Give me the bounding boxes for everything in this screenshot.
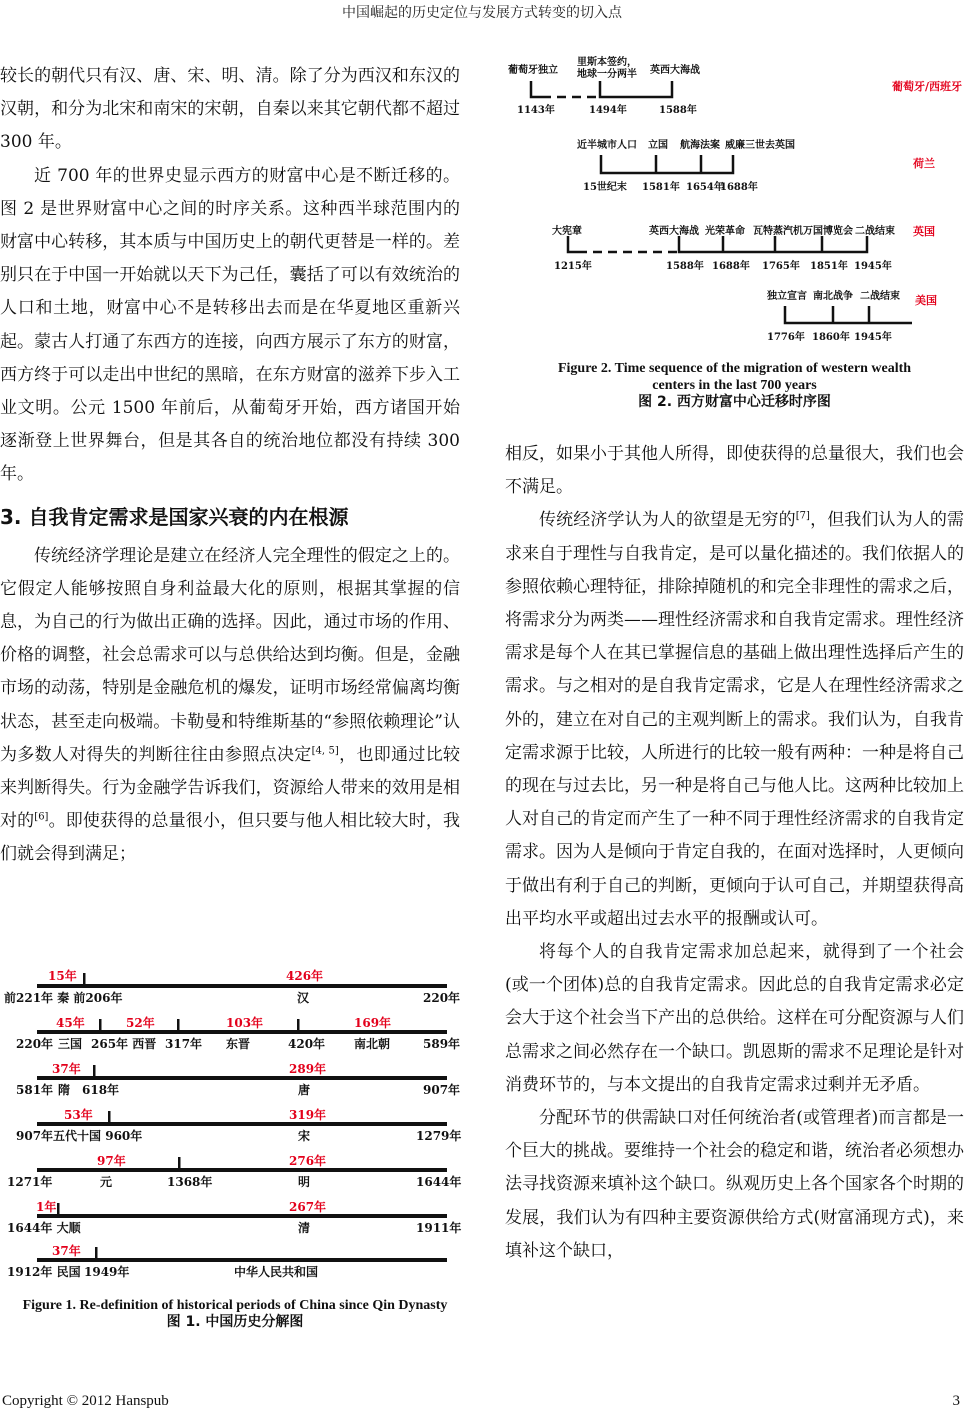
caption-zh: 图 2. 西方财富中心迁移时序图: [638, 394, 831, 410]
tick: [99, 1019, 102, 1032]
tick: [95, 1247, 98, 1260]
text-run: 。即使获得的总量很小，但只要与他人相比较大时，我们就会得到满足；: [0, 811, 461, 865]
paragraph: 较长的朝代只有汉、唐、宋、明、清。除了分为西汉和东汉的汉朝，和分为北宋和南宋的宋朝，自秦以来其它朝代都不超过 300 年。: [0, 66, 460, 153]
figure-1-caption: [20, 1297, 450, 1331]
footer-copyright: Copyright © 2012 Hanspub: [2, 1393, 169, 1409]
period-label: 东晋: [226, 1037, 251, 1051]
country-label: 荷兰: [913, 157, 935, 170]
caption-en: centers in the last 700 years: [652, 378, 817, 393]
period-label: 隋: [58, 1083, 71, 1097]
period-label: 1912年 民国: [7, 1265, 81, 1279]
period-label: 618年: [82, 1083, 120, 1097]
duration-label: 1年: [36, 1200, 57, 1214]
timeline-segment: [600, 81, 672, 97]
year-label: 1945年: [854, 332, 892, 343]
event-label: 光荣革命: [705, 226, 745, 237]
tick: [177, 1019, 180, 1032]
duration-label: 276年: [289, 1154, 327, 1168]
duration-label: 97年: [97, 1154, 126, 1168]
period-label: 唐: [298, 1083, 311, 1097]
duration-label: 103年: [226, 1016, 264, 1030]
tick: [83, 973, 86, 986]
paragraph: 将每个人的自我肯定需求加总起来，就得到了一个社会(或一个团体)总的自我肯定需求。因此总的自我肯定需求必定会大于这个社会当下产出的总供给。这样在可分配资源与人们总需求之间必然存在一个缺口。凯恩斯的需求不足理论是针对消费环节的，与本文提出的自我肯定需求过剩并无矛盾。: [505, 942, 964, 1095]
timeline-bar: [37, 1214, 447, 1218]
year-label: 1215年: [554, 261, 592, 272]
duration-label: 267年: [289, 1200, 327, 1214]
period-label: 1911年: [416, 1221, 462, 1235]
period-label: 1271年: [7, 1175, 53, 1189]
country-label: 美国: [915, 294, 937, 307]
timeline-bar: [37, 1030, 447, 1034]
text-run: ，也即通过比较来判断得失。行为金融学告诉我们，资源给人带来的效用是相对的: [0, 744, 461, 832]
country-label: 葡萄牙/西班牙: [892, 80, 963, 93]
year-label: 1588年: [666, 261, 704, 272]
tick: [297, 1019, 300, 1032]
duration-label: 15年: [48, 969, 77, 983]
event-label: 里斯本签约，: [577, 57, 637, 68]
period-label: 宋: [298, 1129, 311, 1143]
year-label: 1776年: [767, 332, 805, 343]
citation[interactable]: [4, 5]: [311, 745, 339, 757]
duration-label: 169年: [354, 1016, 392, 1030]
timeline-segment: [568, 236, 578, 252]
duration-label: 52年: [126, 1016, 155, 1030]
timeline-bar: [37, 1122, 447, 1126]
paragraph: 近 700 年的世界史显示西方的财富中心是不断迁移的。图 2 是世界财富中心之间的时序关系。这种西半球范围内的财富中心转移，其本质与中国历史上的朝代更替是一样的。差别只在于中国一开始就以天下为己任，囊括了可以有效统治的人口和土地，财富中心不是转移出去而是在华夏地区重新兴起。蒙古人打通了东西方的连接，向西方展示了东方的财富，西方终于可以走出中世纪的黑暗，在东方财富的滋养下步入工业文明。公元 1500 年前后，从葡萄牙开始，西方诸国开始逐渐登上世界舞台，但是其各自的统治地位都没有持续 300 年。: [0, 165, 460, 485]
year-label: 1494年: [589, 105, 627, 116]
period-label: 1368年: [167, 1175, 213, 1189]
year-label: 1765年: [762, 261, 800, 272]
duration-label: 45年: [56, 1016, 85, 1030]
period-label: 317年: [165, 1037, 203, 1051]
event-label: 万国博览会: [803, 226, 853, 237]
year-label: 1851年: [810, 261, 848, 272]
paragraph: [505, 504, 964, 936]
period-label: 元: [100, 1175, 113, 1189]
duration-label: 289年: [289, 1062, 327, 1076]
timeline-bar: [37, 1168, 447, 1172]
timeline-segment: [679, 236, 867, 252]
event-label: 瓦特蒸汽机: [753, 226, 803, 237]
period-label: 南北朝: [354, 1037, 391, 1051]
text-run: 传统经济学认为人的欲望是无穷的: [539, 510, 796, 531]
figure-2-caption: [505, 360, 964, 411]
timeline-segment: [601, 155, 733, 173]
period-label: 明: [298, 1175, 311, 1189]
period-label: 中华人民共和国: [234, 1265, 319, 1279]
period-label: 三国: [58, 1037, 83, 1051]
event-label: 南北战争: [813, 291, 853, 302]
section-heading: 3. 自我肯定需求是国家兴衰的内在根源: [0, 504, 349, 529]
citation[interactable]: [7]: [795, 510, 810, 522]
duration-label: 426年: [286, 969, 324, 983]
running-header: 中国崛起的历史定位与发展方式转变的切入点: [342, 5, 622, 21]
period-label: 1279年: [416, 1129, 462, 1143]
period-label: 1644年: [416, 1175, 462, 1189]
text-run: 传统经济学理论是建立在经济人完全理性的假定之上的。它假定人能够按照自身利益最大化的原则，根据其掌握的信息，为自己的行为做出正确的选择。因此，通过市场的作用、价格的调整，社会总需求可以与总供给达到均衡。但是，金融市场的动荡，特别是金融危机的爆发，证明市场经常偏离均衡状态，甚至走向极端。卡勒曼和特维斯基的“参照依赖理论”认为多数人对得失的判断往往由参照点决定: [0, 545, 460, 765]
year-label: 1654年: [686, 182, 724, 193]
year-label: 15世纪末: [583, 182, 627, 193]
period-label: 前221年 秦 前206年: [4, 991, 123, 1005]
year-label: 1945年: [854, 261, 892, 272]
period-label: 汉: [297, 991, 310, 1005]
period-label: 907年: [423, 1083, 461, 1097]
caption-en: Figure 2. Time sequence of the migration of western wealth: [557, 361, 912, 376]
event-label: 英西大海战: [649, 226, 699, 237]
event-label: 英西大海战: [650, 65, 700, 76]
left-column: [0, 60, 460, 872]
period-label: 1644年 大顺: [7, 1221, 81, 1235]
caption-en: Figure 1. Re-definition of historical periods of China since Qin Dynasty: [22, 1298, 448, 1313]
tick: [57, 1203, 60, 1216]
timeline-bar: [37, 1258, 447, 1262]
event-label: 威廉三世去英国: [725, 140, 795, 151]
period-label: 265年 西晋: [91, 1037, 157, 1051]
tick: [108, 1111, 111, 1124]
timeline-bar: [37, 1076, 447, 1080]
event-label: 立国: [648, 140, 668, 151]
timeline-segment: [785, 306, 912, 323]
year-label: 1581年: [642, 182, 680, 193]
year-label: 1688年: [712, 261, 750, 272]
caption-zh: 图 1. 中国历史分解图: [166, 1314, 304, 1330]
event-label: 葡萄牙独立: [508, 65, 558, 76]
paragraph: 分配环节的供需缺口对任何统治者(或管理者)而言都是一个巨大的挑战。要维持一个社会的稳定和谐，统治者必须想办法寻找资源来填补这个缺口。纵观历史上各个国家各个时期的发展，我们认为有四种主要资源供给方式(财富涌现方式)，来填补这个缺口，: [505, 1108, 964, 1261]
period-label: 589年: [423, 1037, 461, 1051]
period-label: 420年: [288, 1037, 326, 1051]
period-label: 581年: [16, 1083, 54, 1097]
year-label: 1143年: [517, 105, 555, 116]
page-number: 3: [952, 1393, 960, 1409]
duration-label: 37年: [52, 1062, 81, 1076]
period-label: 清: [298, 1221, 311, 1235]
event-label: 地球一分两半: [577, 69, 637, 80]
tick: [178, 1157, 181, 1170]
period-label: 220年: [423, 991, 461, 1005]
event-label: 独立宣言: [767, 291, 807, 302]
event-label: 近半城市人口: [577, 140, 637, 151]
period-label: 220年: [16, 1037, 54, 1051]
text-run: ，但我们认为人的需求来自于理性与自我肯定，是可以量化描述的。我们依据人的参照依赖心理特征，排除掉随机的和完全非理性的需求之后，将需求分为两类——理性经济需求和自我肯定需求。理性经济需求是每个人在其已掌握信息的基础上做出理性选择后产生的需求。与之相对的是自我肯定需求，它是人在理性经济需求之外的，建立在对自己的主观判断上的需求。我们认为，自我肯定需求源于比较，人所进行的比较一般有两种：一种是将自己的现在与过去比，另一种是将自己与他人比。这两种比较加上人对自己的肯定而产生了一种不同于理性经济需求的自我肯定需求。因为人是倾向于肯定自我的，在面对选择时，人更倾向于做出有利于自己的判断，更倾向于认可自己，并期望获得高出平均水平或超出过去水平的报酬或认可。: [505, 510, 964, 929]
timeline-bar: [37, 984, 447, 988]
period-label: 907年五代十国 960年: [16, 1129, 143, 1143]
event-label: 大宪章: [552, 226, 582, 237]
year-label: 1588年: [659, 105, 697, 116]
figure-1-timeline: [0, 960, 470, 1290]
paragraph: 相反，如果小于其他人所得，即使获得的总量很大，我们也会不满足。: [505, 444, 964, 498]
event-label: 二战结束: [855, 226, 895, 237]
right-column: [505, 438, 964, 1268]
duration-label: 319年: [289, 1108, 327, 1122]
year-label: 1688年: [720, 182, 758, 193]
timeline-segment: [531, 81, 542, 97]
event-label: 二战结束: [860, 291, 900, 302]
year-label: 1860年: [812, 332, 850, 343]
citation[interactable]: [6]: [34, 811, 49, 823]
tick: [93, 1065, 96, 1078]
duration-label: 37年: [52, 1244, 81, 1258]
event-label: 航海法案: [680, 140, 720, 151]
period-label: 1949年: [84, 1265, 130, 1279]
figure-2-timeline: [500, 55, 964, 350]
paragraph: [0, 540, 460, 872]
country-label: 英国: [913, 225, 935, 238]
duration-label: 53年: [64, 1108, 93, 1122]
